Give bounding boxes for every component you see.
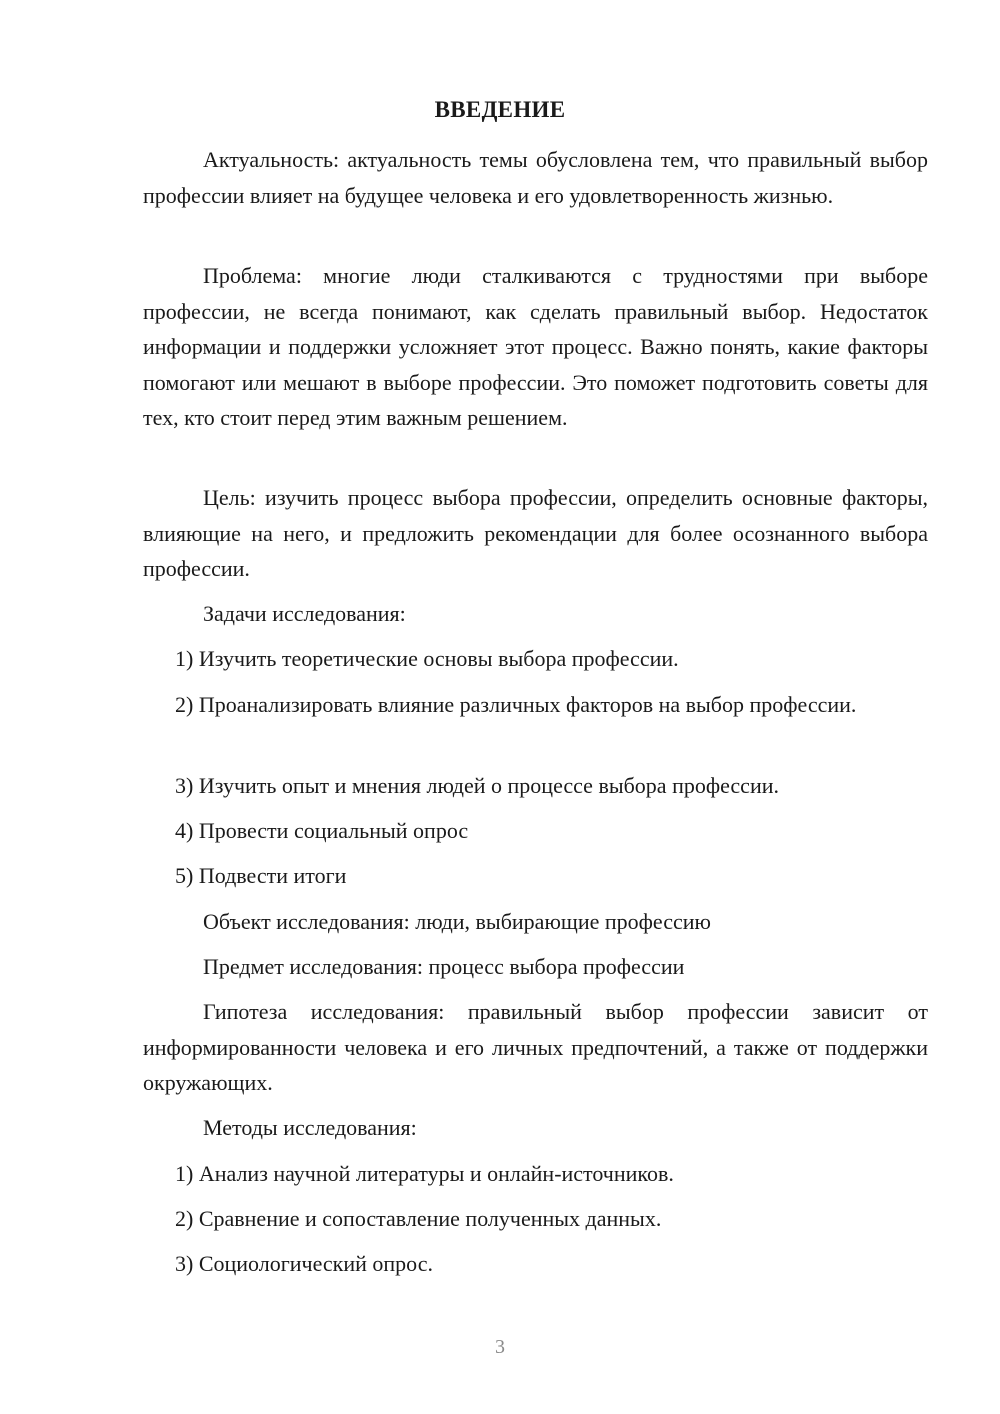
paragraph-object: Объект исследования: люди, выбирающие профессию [203,909,711,934]
paragraph-hypothesis: Гипотеза исследования: правильный выбор профессии зависит от информированности человека и его личных предпочтений, а также от поддержки окружающих. [143,999,928,1095]
methods-heading: Методы исследования: [203,1115,417,1140]
task-item-4: 4) Провести социальный опрос [175,818,469,843]
method-item-1: 1) Анализ научной литературы и онлайн-источников. [175,1161,674,1186]
paragraph-problem: Проблема: многие люди сталкиваются с трудностями при выборе профессии, не всегда понимают, как сделать правильный выбор. Недостаток информации и поддержки усложняет этот процесс. Важно понять, какие факторы помогают или мешают в выборе профессии. Это поможет подготовить советы для тех, кто стоит перед этим важным решением. [143,263,928,430]
task-item-1: 1) Изучить теоретические основы выбора профессии. [175,646,679,671]
task-item-2: 2) Проанализировать влияние различных факторов на выбор профессии. [175,692,857,717]
section-title: ВВЕДЕНИЕ [434,97,566,122]
tasks-heading: Задачи исследования: [203,601,406,626]
method-item-3: 3) Социологический опрос. [175,1251,433,1276]
method-item-2: 2) Сравнение и сопоставление полученных данных. [175,1206,662,1231]
task-item-5: 5) Подвести итоги [175,863,347,888]
paragraph-subject: Предмет исследования: процесс выбора профессии [203,954,685,979]
paragraph-relevance: Актуальность: актуальность темы обусловлена тем, что правильный выбор профессии влияет на будущее человека и его удовлетворенность жизнью. [143,147,928,208]
page-number: 3 [495,1336,505,1358]
paragraph-goal: Цель: изучить процесс выбора профессии, определить основные факторы, влияющие на него, и предложить рекомендации для более осознанного выбора профессии. [143,485,928,581]
task-item-3: 3) Изучить опыт и мнения людей о процессе выбора профессии. [175,773,779,798]
